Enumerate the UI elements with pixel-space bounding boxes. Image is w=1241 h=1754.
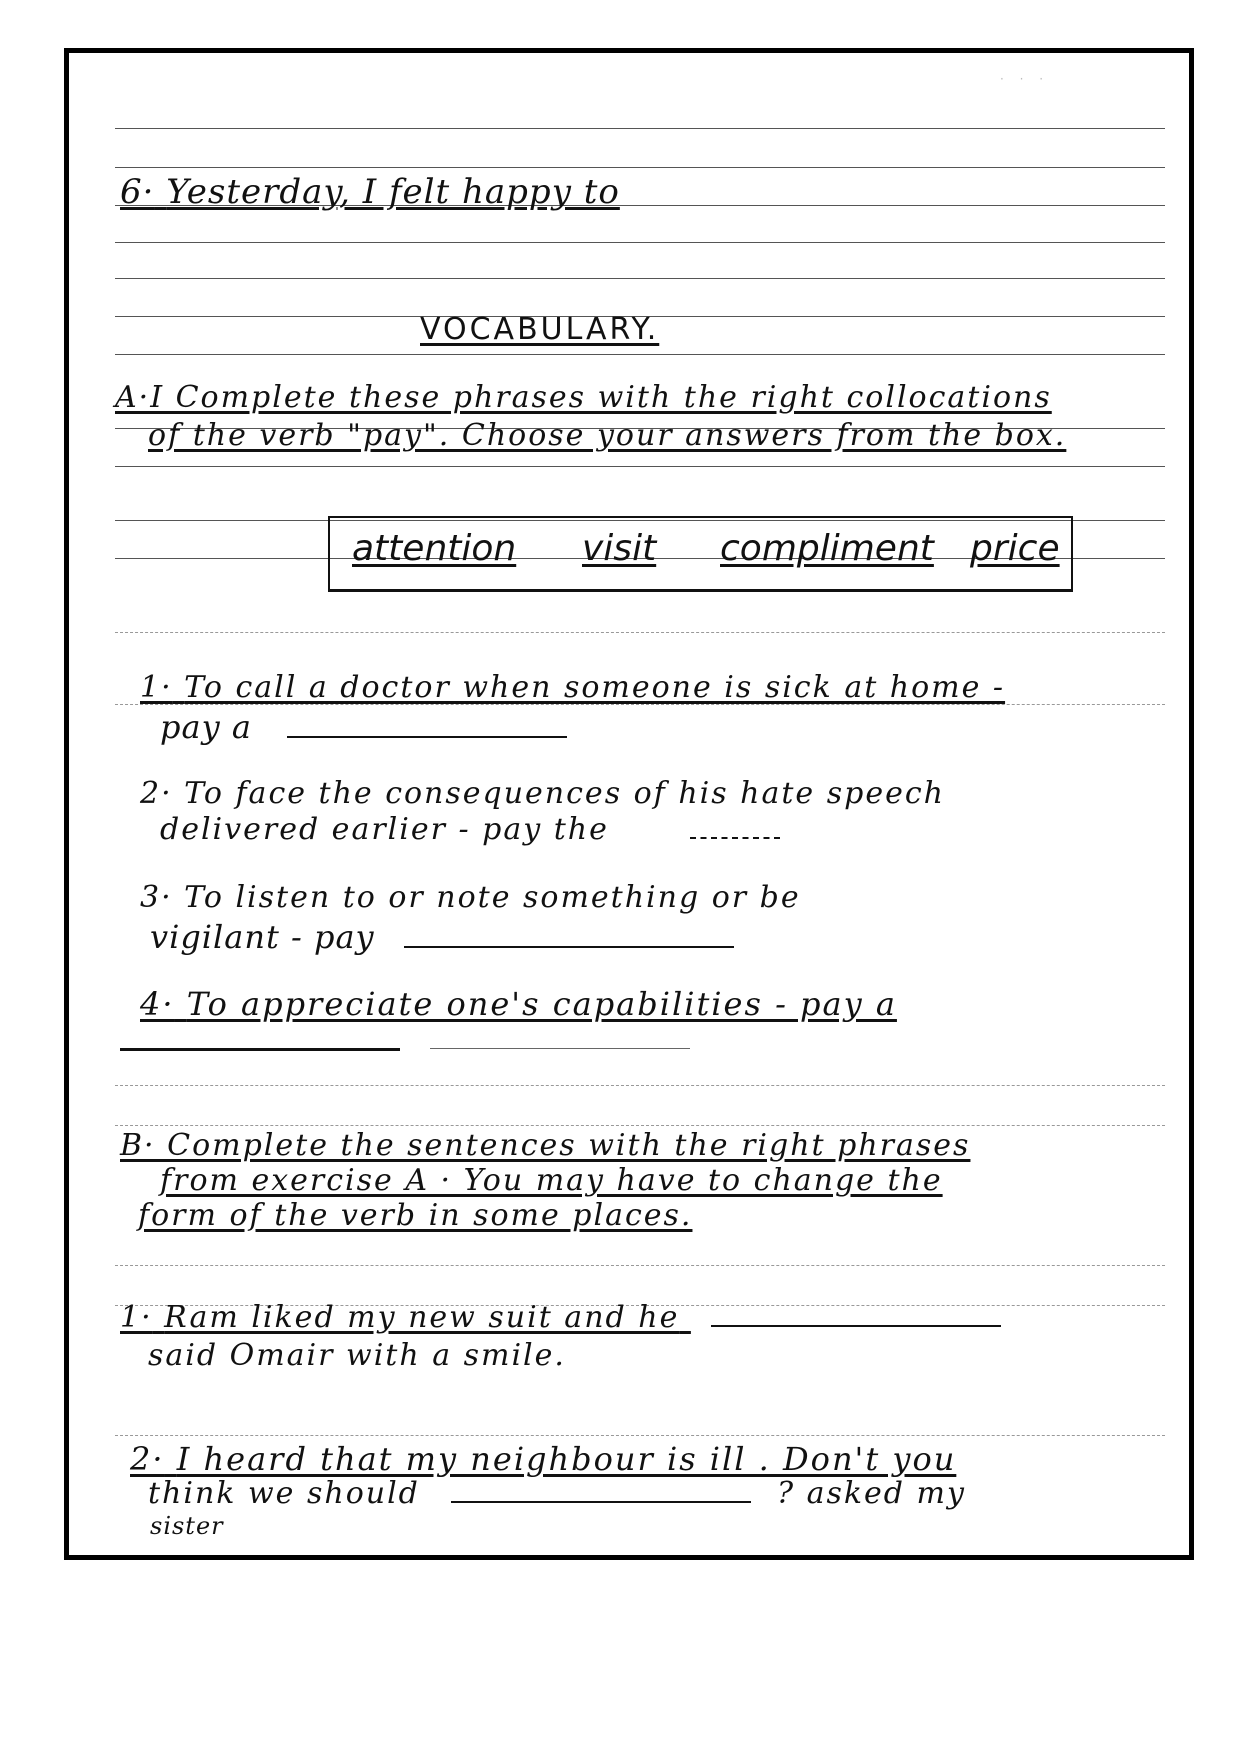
item-a3-line1 [140, 880, 801, 915]
item-a3-line2 [150, 918, 734, 956]
question-6 [120, 172, 620, 212]
ruled-line [115, 1435, 1165, 1436]
ruled-line [115, 128, 1165, 129]
item-a4-answer-blank[interactable] [120, 1048, 400, 1051]
item-b2-answer-blank[interactable] [451, 1501, 751, 1503]
section-b-instruction-line1: B· Complete the sentences with the right phrases [120, 1128, 971, 1163]
ruled-line [115, 632, 1165, 633]
item-a3-prompt: vigilant - pay [150, 918, 375, 956]
item-a2-text: To face the consequences of his hate speech [184, 776, 945, 811]
ruled-line [115, 466, 1165, 467]
box-word-compliment: compliment [720, 528, 934, 569]
ruled-line [115, 1125, 1165, 1126]
item-a1-number: 1· [140, 670, 173, 705]
box-word-price: price [970, 528, 1060, 569]
item-b1-line1 [120, 1300, 1001, 1335]
ruled-line [115, 167, 1165, 168]
page-smudge: · · · [1000, 72, 1050, 86]
word-box [328, 516, 1073, 592]
item-a2-line1 [140, 776, 945, 811]
ruled-line [115, 354, 1165, 355]
item-b2-line2 [148, 1476, 966, 1511]
item-b1-text: Ram liked my new suit and he [164, 1300, 680, 1335]
item-a4-number: 4· [140, 985, 175, 1023]
item-a2-number: 2· [140, 776, 173, 811]
item-a3-number: 3· [140, 880, 173, 915]
item-b2-number: 2· [130, 1440, 165, 1478]
item-a3-answer-blank[interactable] [404, 946, 734, 948]
item-a1-prompt: pay a [160, 708, 252, 746]
ruled-line [115, 278, 1165, 279]
item-a2-answer-blank[interactable] [690, 837, 780, 839]
section-a-instruction-line1: A·I Complete these phrases with the right collocations [115, 380, 1052, 415]
item-a1-line1 [140, 670, 1005, 705]
item-b1-number: 1· [120, 1300, 153, 1335]
question-6-text: Yesterday, I felt happy to [166, 172, 620, 212]
section-b-instruction-line3: form of the verb in some places. [138, 1198, 693, 1233]
item-a2-prompt: delivered earlier - pay the [160, 812, 609, 847]
item-b2-prompt: think we should [148, 1476, 420, 1511]
item-a3-text: To listen to or note something or be [184, 880, 801, 915]
item-a1-answer-blank[interactable] [287, 736, 567, 738]
section-b-instruction-line2: from exercise A · You may have to change the [160, 1163, 943, 1198]
item-a4-answer-blank-extension [430, 1048, 690, 1049]
ruled-line [115, 242, 1165, 243]
item-b1-answer-blank[interactable] [711, 1325, 1001, 1327]
item-b1-line2: said Omair with a smile. [148, 1338, 566, 1373]
ruled-line [115, 1085, 1165, 1086]
question-6-number: 6· [120, 172, 155, 212]
item-b2-line1 [130, 1440, 956, 1478]
item-b2-line3: sister [150, 1512, 224, 1540]
box-word-visit: visit [582, 528, 657, 569]
item-a2-line2 [160, 812, 780, 847]
item-a4-text: To appreciate one's capabilities - pay a [186, 985, 897, 1023]
item-a1-line2 [160, 708, 567, 746]
item-a1-text: To call a doctor when someone is sick at home - [184, 670, 1006, 705]
box-word-attention: attention [352, 528, 517, 569]
page-title: VOCABULARY. [420, 312, 660, 347]
section-a-instruction-line2: of the verb "pay". Choose your answers from the box. [148, 418, 1067, 453]
item-b2-prompt-end: ? asked my [776, 1476, 966, 1511]
ruled-line [115, 1265, 1165, 1266]
item-b2-text: I heard that my neighbour is ill . Don't you [176, 1440, 957, 1478]
item-a4-line1 [140, 985, 897, 1023]
